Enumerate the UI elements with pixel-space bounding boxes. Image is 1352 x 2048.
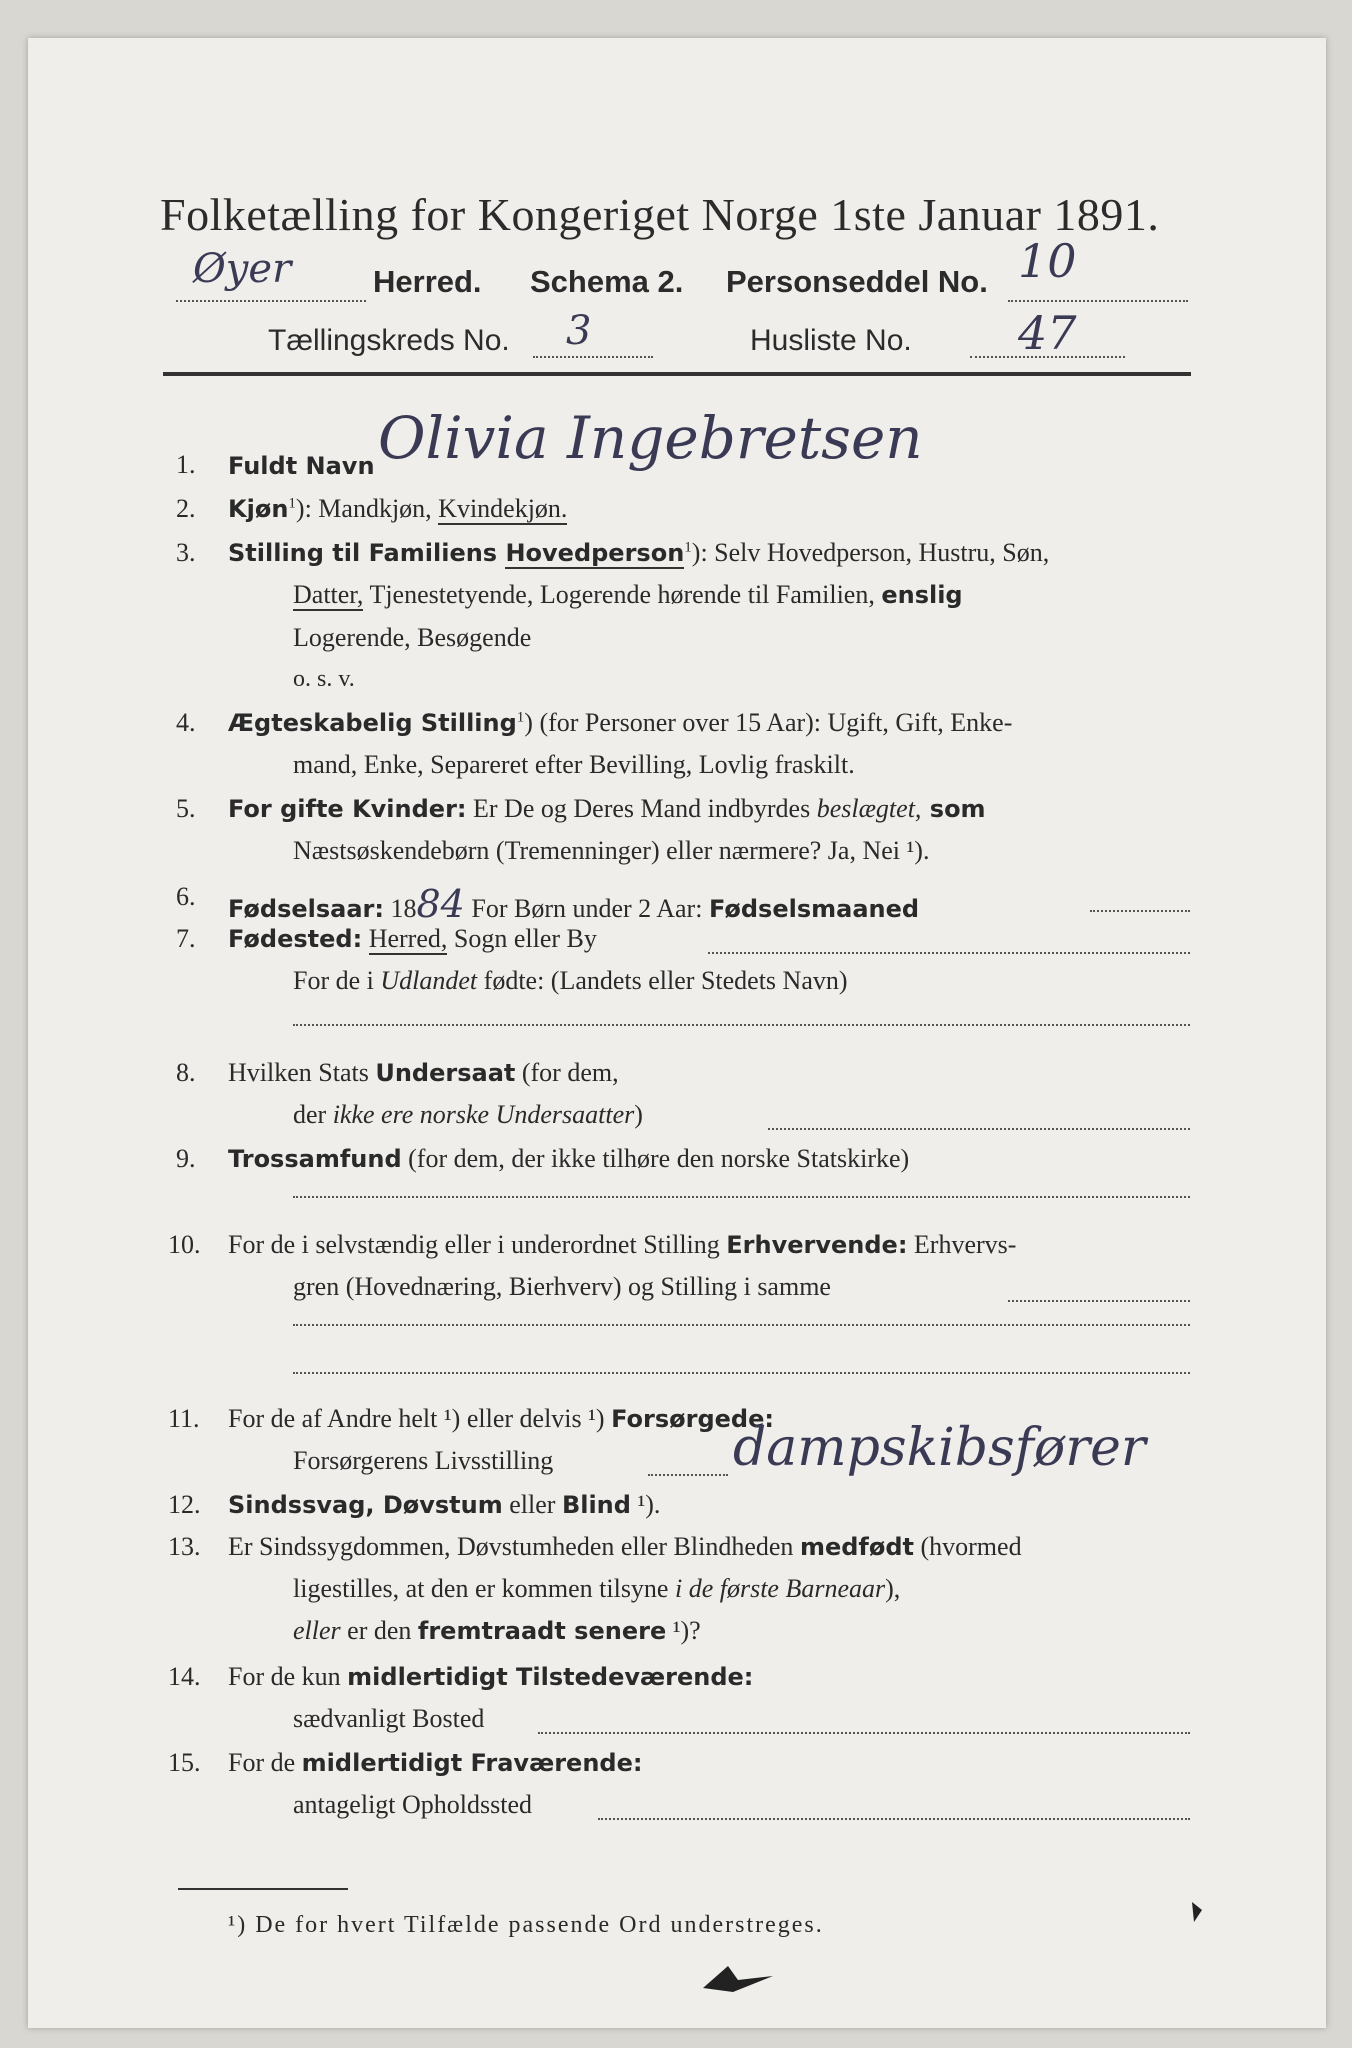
q15-line2: antageligt Opholdssted bbox=[293, 1790, 533, 1819]
q1-name-handwritten: Olivia Ingebretsen bbox=[378, 404, 923, 472]
q9-line: Trossamfund (for dem, der ikke tilhøre den norske Statskirke) bbox=[228, 1144, 910, 1173]
q13-number: 13. bbox=[168, 1532, 201, 1561]
q14-line1: For de kun midlertidigt Tilstedeværende: bbox=[228, 1662, 754, 1691]
q11-occupation-handwritten: dampskibsfører bbox=[733, 1418, 1146, 1478]
q3-number: 3. bbox=[176, 538, 196, 567]
q6-line: Fødselsaar: 1884 For Børn under 2 Aar: Fødselsmaaned bbox=[228, 882, 920, 926]
q3-answer-underlined: Datter, bbox=[293, 580, 364, 609]
q10-line2: gren (Hovednæring, Bierhverv) og Stilling i samme bbox=[293, 1272, 831, 1301]
header-rule bbox=[163, 372, 1191, 376]
q15-number: 15. bbox=[168, 1748, 201, 1777]
q2-answer-underlined: Kvindekjøn. bbox=[438, 494, 568, 523]
q4-line1: Ægteskabelig Stilling$^1$) (for Personer over 15 Aar): Ugift, Gift, Enke- bbox=[228, 708, 1013, 737]
q7-line2: For de i Udlandet fødte: (Landets eller Stedets Navn) bbox=[293, 966, 848, 995]
q4-line2: mand, Enke, Separeret efter Bevilling, Lovlig fraskilt. bbox=[293, 750, 855, 779]
q11-line2: Forsørgerens Livsstilling bbox=[293, 1446, 554, 1475]
q10-number: 10. bbox=[168, 1230, 201, 1259]
tellingskreds-number: 3 bbox=[566, 308, 592, 354]
husliste-label: Husliste No. bbox=[750, 324, 912, 357]
personseddel-number: 10 bbox=[1018, 234, 1077, 288]
herred-label: Herred. bbox=[373, 264, 482, 299]
q8-line1: Hvilken Stats Undersaat (for dem, bbox=[228, 1058, 619, 1087]
q9-number: 9. bbox=[176, 1144, 196, 1173]
footnote-rule bbox=[178, 1888, 348, 1890]
q4-number: 4. bbox=[176, 708, 196, 737]
q7-answer-underlined: Herred, bbox=[368, 924, 448, 953]
ink-mark-small bbox=[1188, 1898, 1208, 1928]
q2-line: Kjøn$^1$): Mandkjøn, Kvindekjøn. bbox=[228, 494, 568, 523]
q7-number: 7. bbox=[176, 924, 196, 953]
tellingskreds-label: Tællingskreds No. bbox=[268, 324, 510, 357]
q8-number: 8. bbox=[176, 1058, 196, 1087]
husliste-number: 47 bbox=[1018, 306, 1077, 360]
q1-number: 1. bbox=[176, 450, 196, 479]
ink-mark bbox=[698, 1958, 778, 1998]
q7-line1: Fødested: Herred, Sogn eller By bbox=[228, 924, 597, 953]
q3-line3: Logerende, Besøgende bbox=[293, 623, 532, 652]
schema-label: Schema 2. bbox=[530, 264, 684, 299]
q11-number: 11. bbox=[168, 1404, 200, 1433]
q1-label: Fuldt Navn bbox=[228, 452, 375, 480]
q12-line: Sindssvag, Døvstum eller Blind ¹). bbox=[228, 1490, 661, 1519]
q14-number: 14. bbox=[168, 1662, 201, 1691]
q10-line1: For de i selvstændig eller i underordnet Stilling Erhvervende: Erhvervs- bbox=[228, 1230, 1017, 1259]
q5-line1: For gifte Kvinder: Er De og Deres Mand indbyrdes beslægtet, som bbox=[228, 794, 986, 823]
q12-number: 12. bbox=[168, 1490, 201, 1519]
q5-line2: Næstsøskendebørn (Tremenninger) eller nærmere? Ja, Nei ¹). bbox=[293, 836, 930, 865]
q3-line2: Datter, Tjenestetyende, Logerende hørende til Familien, enslig bbox=[293, 580, 963, 609]
q13-line1: Er Sindssygdommen, Døvstumheden eller Blindheden medfødt (hvormed bbox=[228, 1532, 1022, 1561]
q6-number: 6. bbox=[176, 882, 196, 911]
footnote: ¹) De for hvert Tilfælde passende Ord understreges. bbox=[228, 1912, 824, 1938]
form-title: Folketælling for Kongeriget Norge 1ste Januar 1891. bbox=[160, 189, 1160, 240]
q13-line2: ligestilles, at den er kommen tilsyne i de første Barneaar), bbox=[293, 1574, 901, 1603]
census-form bbox=[28, 38, 1326, 2028]
q15-line1: For de midlertidigt Fraværende: bbox=[228, 1748, 643, 1777]
q13-line3: eller er den fremtraadt senere ¹)? bbox=[293, 1616, 701, 1645]
q14-line2: sædvanligt Bosted bbox=[293, 1704, 485, 1733]
q5-number: 5. bbox=[176, 794, 196, 823]
q3-line1: Stilling til Familiens Hovedperson$^1$): Selv Hovedperson, Hustru, Søn, bbox=[228, 538, 1050, 567]
q6-year-handwritten: 84 bbox=[416, 882, 465, 926]
personseddel-label: Personseddel No. bbox=[726, 264, 988, 299]
q3-line4: o. s. v. bbox=[293, 666, 355, 692]
municipality-handwritten: Øyer bbox=[193, 246, 292, 292]
q8-line2: der ikke ere norske Undersaatter) bbox=[293, 1100, 643, 1129]
q2-number: 2. bbox=[176, 494, 196, 523]
q11-line1: For de af Andre helt ¹) eller delvis ¹) Forsørgede: bbox=[228, 1404, 774, 1433]
